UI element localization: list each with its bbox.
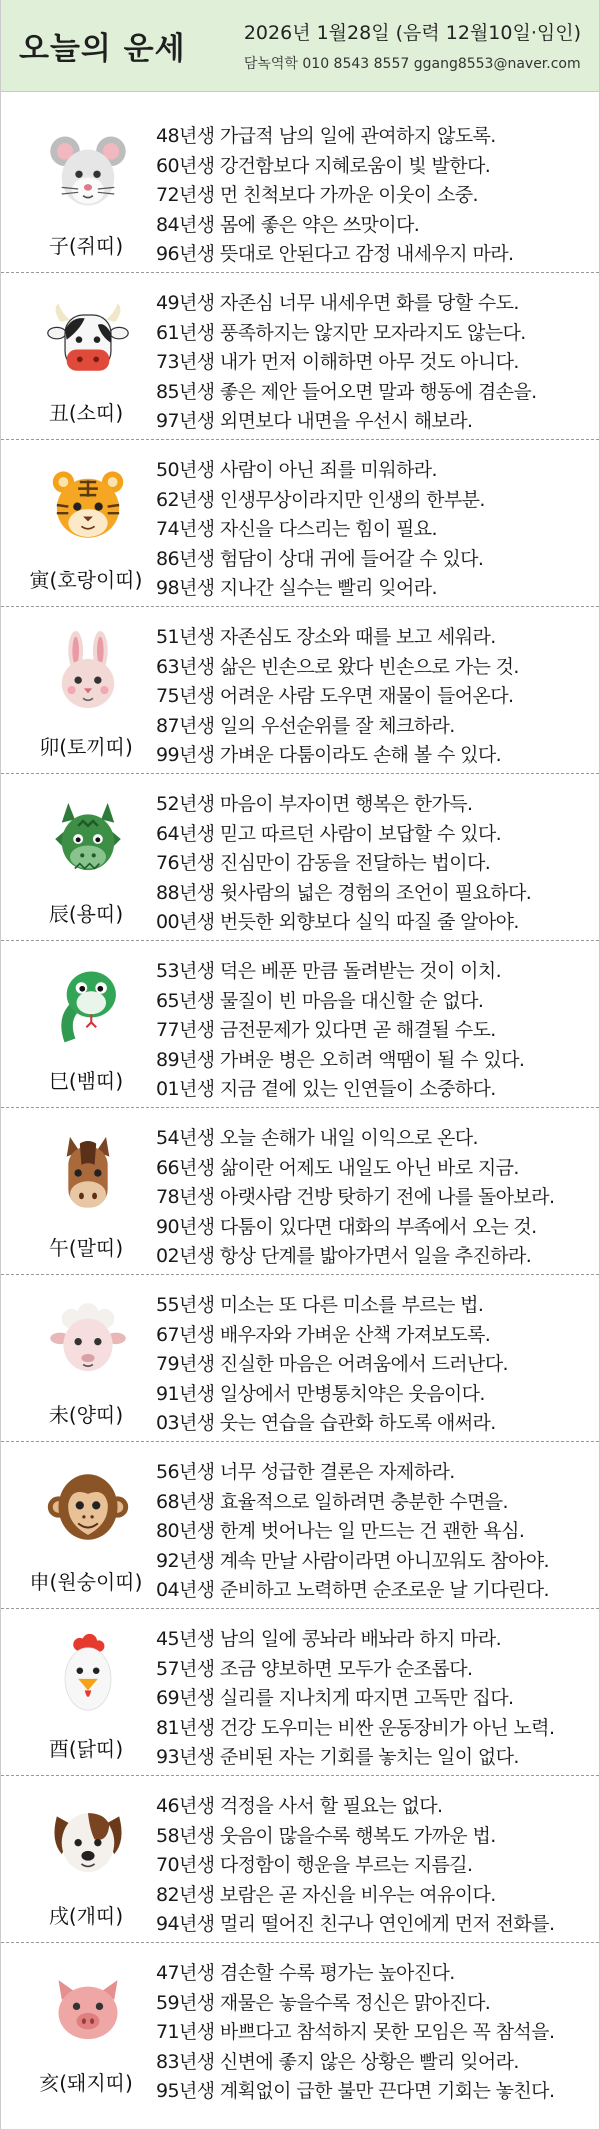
fortune-line: 59년생 재물은 놓을수록 정신은 맑아진다.: [156, 1991, 491, 2014]
fortune-line: 55년생 미소는 또 다른 미소를 부르는 법.: [156, 1294, 484, 1316]
fortune-line: 76년생 진심만이 감동을 전달하는 법이다.: [156, 852, 491, 874]
fortune-lines: [156, 1609, 599, 1775]
fortune-lines: [156, 1776, 599, 1942]
fortune-line: 93년생 준비된 자는 기회를 놓치는 일이 없다.: [156, 1746, 519, 1768]
zodiac-label: 申(원숭이띠): [29, 1570, 143, 1594]
zodiac-animal: [1, 106, 156, 272]
fortune-line: 69년생 실리를 지나치게 따지면 고독만 집다.: [156, 1687, 514, 1709]
zodiac-label: 未(양띠): [48, 1403, 124, 1427]
rabbit-icon: [47, 631, 129, 713]
date-line: 2026년 1월28일 (음력 12월10일·임인): [243, 22, 581, 44]
zodiac-label: 巳(뱀띠): [48, 1069, 124, 1093]
rooster-icon: [47, 1633, 129, 1715]
fortune-line: 66년생 삶이란 어제도 내일도 아닌 바로 지금.: [156, 1156, 519, 1179]
zodiac-animal: [1, 774, 156, 940]
fortune-line: 82년생 보람은 곧 자신을 비우는 여유이다.: [156, 1883, 496, 1906]
zodiac-animal: [1, 273, 156, 439]
zodiac-animal: [1, 440, 156, 606]
fortune-line: 79년생 진실한 마음은 어려움에서 드러난다.: [156, 1353, 508, 1375]
tiger-icon: [47, 464, 129, 546]
fortune-row: [1, 1108, 599, 1275]
fortune-lines: [156, 440, 599, 606]
fortune-line: 49년생 자존심 너무 내세우면 화를 당할 수도.: [156, 292, 519, 314]
page-title: 오늘의 운세: [19, 31, 186, 67]
header-info: [244, 18, 581, 73]
sheep-icon: [47, 1299, 129, 1381]
zodiac-label: 酉(닭띠): [48, 1737, 124, 1761]
zodiac-animal: [1, 607, 156, 773]
fortune-line: 68년생 효율적으로 일하려면 충분한 수면을.: [156, 1490, 508, 1513]
fortune-line: 95년생 계획없이 급한 불만 끈다면 기회는 놓친다.: [156, 2080, 555, 2102]
fortune-row: [1, 1943, 599, 2110]
zodiac-animal: [1, 941, 156, 1107]
fortune-line: 75년생 어려운 사람 도우면 재물이 들어온다.: [156, 685, 514, 707]
fortune-line: 84년생 몸에 좋은 약은 쓰맛이다.: [156, 213, 420, 236]
fortune-line: 46년생 걱정을 사서 할 필요는 없다.: [156, 1795, 443, 1817]
fortune-lines: [156, 106, 599, 272]
fortune-row: [1, 1609, 599, 1776]
fortune-line: 56년생 너무 성급한 결론은 자제하라.: [156, 1461, 455, 1483]
fortune-row: [1, 1442, 599, 1609]
zodiac-label: 午(말띠): [48, 1236, 124, 1260]
fortune-line: 64년생 믿고 따르던 사람이 보답할 수 있다.: [156, 822, 502, 845]
fortune-line: 02년생 항상 단계를 밟아가면서 일을 추진하라.: [156, 1245, 532, 1267]
fortune-line: 77년생 금전문제가 있다면 곧 해결될 수도.: [156, 1019, 496, 1041]
zodiac-label: 亥(돼지띠): [39, 2071, 133, 2095]
fortune-line: 60년생 강건함보다 지혜로움이 빛 발한다.: [156, 154, 491, 177]
fortune-line: 67년생 배우자와 가벼운 산책 가져보도록.: [156, 1323, 491, 1346]
fortune-line: 73년생 내가 먼저 이해하면 아무 것도 아니다.: [156, 351, 519, 373]
fortune-line: 91년생 일상에서 만병통치약은 웃음이다.: [156, 1382, 485, 1405]
fortune-line: 53년생 덕은 베푼 만큼 돌려받는 것이 이치.: [156, 960, 502, 982]
zodiac-label: 子(쥐띠): [48, 234, 124, 258]
fortune-line: 90년생 다툼이 있다면 대화의 부족에서 오는 것.: [156, 1215, 537, 1238]
dragon-icon: [47, 798, 129, 880]
fortune-line: 98년생 지나간 실수는 빨리 잊어라.: [156, 577, 437, 599]
fortune-lines: [156, 607, 599, 773]
fortune-lines: [156, 941, 599, 1107]
zodiac-animal: [1, 1108, 156, 1274]
fortune-row: [1, 106, 599, 273]
fortune-line: 63년생 삶은 빈손으로 왔다 빈손으로 가는 것.: [156, 655, 519, 678]
fortune-lines: [156, 1108, 599, 1274]
fortune-line: 47년생 겸손할 수록 평가는 높아진다.: [156, 1962, 455, 1984]
fortune-line: 45년생 남의 일에 콩놔라 배놔라 하지 마라.: [156, 1628, 502, 1650]
zodiac-animal: [1, 1943, 156, 2110]
zodiac-label: 辰(용띠): [48, 902, 124, 926]
fortune-row: [1, 607, 599, 774]
fortune-line: 01년생 지금 곁에 있는 인연들이 소중하다.: [156, 1078, 496, 1100]
fortune-line: 74년생 자신을 다스리는 힘이 필요.: [156, 518, 437, 540]
zodiac-label: 丑(소띠): [48, 401, 124, 425]
ox-icon: [47, 297, 129, 379]
dog-icon: [47, 1800, 129, 1882]
fortune-line: 48년생 가급적 남의 일에 관여하지 않도록.: [156, 125, 496, 147]
fortune-line: 96년생 뜻대로 안된다고 감정 내세우지 마라.: [156, 243, 514, 265]
fortune-line: 85년생 좋은 제안 들어오면 말과 행동에 겸손을.: [156, 380, 537, 403]
horse-icon: [47, 1132, 129, 1214]
fortune-lines: [156, 1442, 599, 1608]
fortune-line: 94년생 멀리 떨어진 친구나 연인에게 먼저 전화를.: [156, 1913, 555, 1935]
fortune-row: [1, 774, 599, 941]
zodiac-animal: [1, 1776, 156, 1942]
snake-icon: [47, 965, 129, 1047]
fortune-line: 61년생 풍족하지는 않지만 모자라지도 않는다.: [156, 321, 526, 344]
rat-icon: [47, 130, 129, 212]
contact-line: 담녹역학 010 8543 8557 ggang8553@naver.com: [243, 56, 581, 72]
fortune-line: 65년생 물질이 빈 마음을 대신할 순 없다.: [156, 989, 484, 1012]
fortune-line: 04년생 준비하고 노력하면 순조로운 날 기다린다.: [156, 1579, 549, 1601]
fortune-line: 89년생 가벼운 병은 오히려 액땜이 될 수 있다.: [156, 1048, 525, 1071]
fortune-line: 62년생 인생무상이라지만 인생의 한부분.: [156, 488, 485, 511]
fortune-row: [1, 1275, 599, 1442]
fortune-lines: [156, 1943, 599, 2110]
fortune-line: 51년생 자존심도 장소와 때를 보고 세워라.: [156, 626, 496, 648]
fortune-line: 87년생 일의 우선순위를 잘 체크하라.: [156, 714, 455, 737]
fortune-line: 80년생 한계 벗어나는 일 만드는 건 괜한 욕심.: [156, 1520, 525, 1542]
fortune-line: 57년생 조금 양보하면 모두가 순조롭다.: [156, 1657, 473, 1680]
fortune-line: 72년생 먼 친척보다 가까운 이웃이 소중.: [156, 184, 478, 206]
fortune-line: 99년생 가벼운 다툼이라도 손해 볼 수 있다.: [156, 744, 502, 766]
fortune-line: 71년생 바쁘다고 참석하지 못한 모임은 꼭 참석을.: [156, 2021, 555, 2043]
fortune-line: 88년생 윗사람의 넓은 경험의 조언이 필요하다.: [156, 881, 532, 904]
fortune-lines: [156, 774, 599, 940]
fortune-row: [1, 941, 599, 1108]
fortune-line: 52년생 마음이 부자이면 행복은 한가득.: [156, 793, 473, 815]
zodiac-animal: [1, 1442, 156, 1608]
fortune-list: [1, 106, 599, 2110]
zodiac-animal: [1, 1609, 156, 1775]
fortune-line: 92년생 계속 만날 사람이라면 아니꼬워도 참아야.: [156, 1549, 549, 1572]
fortune-row: [1, 273, 599, 440]
fortune-lines: [156, 273, 599, 439]
fortune-line: 70년생 다정함이 행운을 부르는 지름길.: [156, 1854, 473, 1876]
zodiac-animal: [1, 1275, 156, 1441]
zodiac-label: 卯(토끼띠): [39, 735, 133, 759]
zodiac-label: 戌(개띠): [48, 1904, 124, 1928]
fortune-line: 03년생 웃는 연습을 습관화 하도록 애써라.: [156, 1412, 496, 1434]
pig-icon: [47, 1967, 129, 2049]
header: [1, 0, 599, 92]
fortune-lines: [156, 1275, 599, 1441]
fortune-line: 83년생 신변에 좋지 않은 상황은 빨리 잊어라.: [156, 2050, 519, 2073]
fortune-line: 97년생 외면보다 내면을 우선시 해보라.: [156, 410, 473, 432]
fortune-line: 78년생 아랫사람 건방 탓하기 전에 나를 돌아보라.: [156, 1186, 555, 1208]
fortune-line: 58년생 웃음이 많을수록 행복도 가까운 법.: [156, 1824, 496, 1847]
fortune-row: [1, 1776, 599, 1943]
fortune-line: 50년생 사람이 아닌 죄를 미워하라.: [156, 459, 437, 481]
fortune-line: 54년생 오늘 손해가 내일 이익으로 온다.: [156, 1127, 478, 1149]
fortune-line: 86년생 험담이 상대 귀에 들어갈 수 있다.: [156, 547, 484, 570]
fortune-line: 81년생 건강 도우미는 비싼 운동장비가 아닌 노력.: [156, 1716, 555, 1739]
monkey-icon: [47, 1466, 129, 1548]
fortune-row: [1, 440, 599, 607]
zodiac-label: 寅(호랑이띠): [29, 568, 143, 592]
fortune-line: 00년생 번듯한 외향보다 실익 따질 줄 알아야.: [156, 911, 519, 933]
